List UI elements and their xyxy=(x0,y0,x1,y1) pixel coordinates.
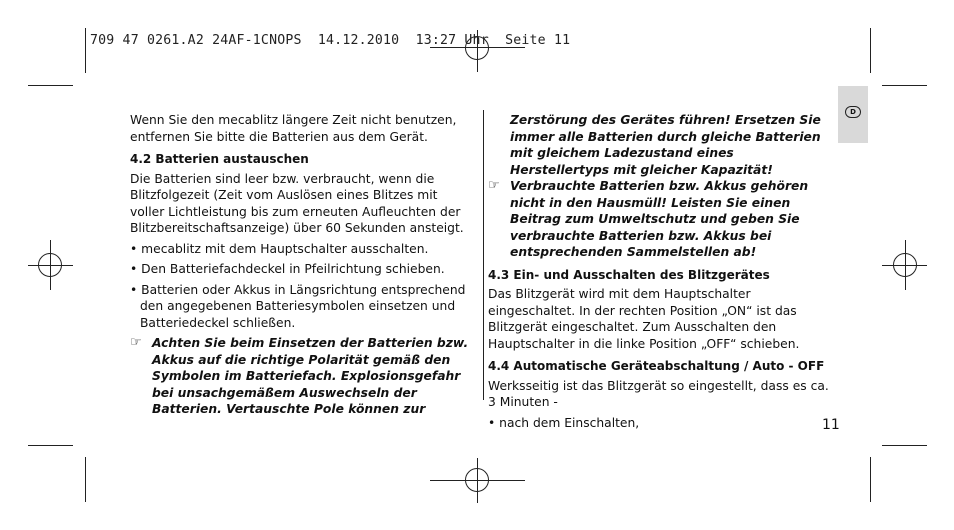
column-divider xyxy=(483,110,484,400)
language-tab-letter: D xyxy=(845,106,861,118)
language-tab xyxy=(838,86,868,143)
warning-note-continuation: Zerstörung des Gerätes führen! Ersetzen Sie immer alle Batterien durch gleiche Batterien mit gleichem Ladezustand eines Herstellertyps mit gleicher Kapazität! xyxy=(510,113,821,177)
page-number: 11 xyxy=(822,417,840,433)
section-4-3-title: 4.3 Ein- und Ausschalten des Blitzgerätes xyxy=(488,267,770,282)
pointing-hand-icon: ☞ xyxy=(488,178,500,193)
crop-mark xyxy=(28,445,73,446)
intro-paragraph: Wenn Sie den mecablitz längere Zeit nicht benutzen, entfernen Sie bitte die Batterien aus dem Gerät. xyxy=(130,113,457,144)
crop-mark xyxy=(870,28,871,73)
list-item: • mecablitz mit dem Hauptschalter ausschalten. xyxy=(130,241,429,256)
registration-circle-left xyxy=(38,253,62,277)
list-item: • nach dem Einschalten, xyxy=(488,415,640,430)
list-item: • Batterien oder Akkus in Längsrichtung entsprechend den angegebenen Batteriesymbolen einsetzen und Batteriedeckel schließen. xyxy=(130,282,466,330)
section-4-4-body: Werksseitig ist das Blitzgerät so eingestellt, dass es ca. 3 Minuten - xyxy=(488,378,829,409)
pointing-hand-icon: ☞ xyxy=(130,335,142,350)
list-item: • Den Batteriefachdeckel in Pfeilrichtung schieben. xyxy=(130,262,445,276)
crop-mark xyxy=(882,85,927,86)
crop-mark xyxy=(85,28,86,73)
crop-mark xyxy=(882,445,927,446)
left-column xyxy=(130,112,475,418)
section-4-3-body: Das Blitzgerät wird mit dem Hauptschalter eingeschaltet. In der rechten Position „ON“ ist das Blitzgerät eingeschaltet. Zum Ausschalten den Hauptschalter in die linke Position „OFF“ schieben. xyxy=(488,287,800,351)
section-4-4-title: 4.4 Automatische Geräteabschaltung / Auto - OFF xyxy=(488,359,825,373)
crop-mark xyxy=(28,85,73,86)
section-4-2-title: 4.2 Batterien austauschen xyxy=(130,152,309,166)
right-column xyxy=(488,112,836,431)
warning-note xyxy=(130,335,475,418)
registration-circle-right xyxy=(893,253,917,277)
disposal-note xyxy=(488,178,836,261)
print-header: 709 47 0261.A2 24AF-1CNOPS 14.12.2010 13:27 Uhr Seite 11 xyxy=(90,33,571,48)
registration-circle-bottom xyxy=(465,468,489,492)
crop-mark xyxy=(85,457,86,502)
crop-mark xyxy=(870,457,871,502)
section-4-2-body: Die Batterien sind leer bzw. verbraucht, wenn die Blitzfolgezeit (Zeit vom Auslösen eines Blitzes mit voller Lichtleistung bis zum erneuten Aufleuchten der Blitzbereitschaftsanzeige) über 60 Sekunden ansteigt. xyxy=(130,171,464,235)
warning-note-text: Achten Sie beim Einsetzen der Batterien bzw. Akkus auf die richtige Polarität gemäß den Symbolen im Batteriefach. Explosionsgefahr bei unsachgemäßem Auswechseln der Batterien. Vertauschte Pole können zur xyxy=(152,336,469,416)
disposal-note-text: Verbrauchte Batterien bzw. Akkus gehören nicht in den Hausmüll! Leisten Sie einen Beitrag zum Umweltschutz und geben Sie verbrauchte Batterien bzw. Akkus bei entsprechenden Sammelstellen ab! xyxy=(510,179,809,259)
